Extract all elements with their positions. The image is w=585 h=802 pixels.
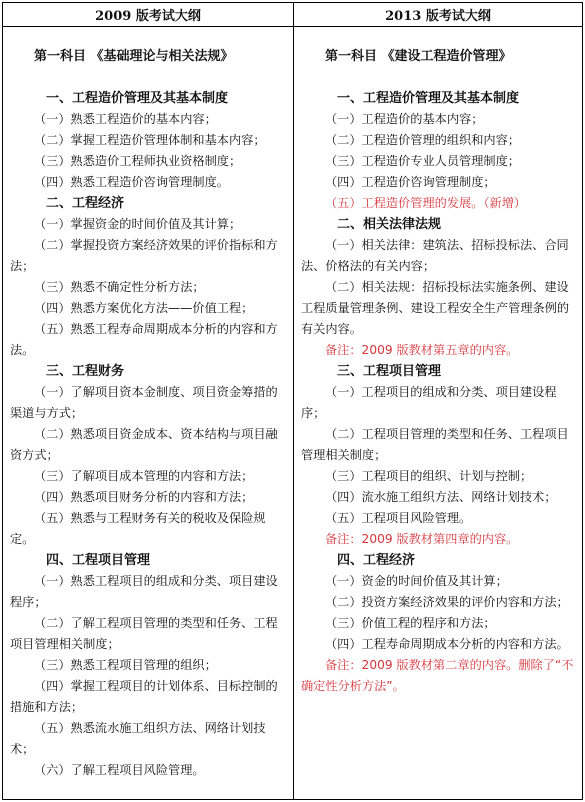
note-text: 备注：2009 版教材第四章的内容。 — [325, 532, 519, 546]
note-text: 备注：2009 版教材第二章的内容。删除了“不确定性分析方法”。 — [301, 658, 574, 693]
outline-item: （三）工程造价专业人员管理制度； — [325, 154, 520, 168]
header-2009: 2009 版考试大纲 — [3, 3, 294, 27]
outline-item: （一）掌握资金的时间价值及其计算； — [34, 217, 242, 231]
outline-item: （二）掌握工程造价管理体制和基本内容； — [34, 133, 266, 147]
outline-item: （三）熟悉造价工程师执业资格制度； — [34, 154, 242, 168]
section-heading: 二、工程经济 — [46, 196, 125, 211]
section-heading: 一、工程造价管理及其基本制度 — [337, 91, 520, 106]
column-2013-content — [294, 46, 582, 697]
outline-item: （一）熟悉工程项目的组成和分类、项目建设程序； — [10, 574, 278, 609]
outline-item: （一）资金的时间价值及其计算； — [325, 574, 508, 588]
outline-item: （四）工程寿命周期成本分析的内容和方法。 — [325, 637, 569, 651]
outline-item: （二）掌握投资方案经济效果的评价指标和方法； — [10, 238, 278, 273]
outline-item: （二）了解工程项目管理的类型和任务、工程项目管理相关制度； — [10, 616, 278, 651]
subject-title-2009: 第一科目 《基础理论与相关法规》 — [34, 49, 234, 64]
header-2013: 2013 版考试大纲 — [294, 3, 583, 27]
outline-item: （五）熟悉与工程财务有关的税收及保险规定。 — [10, 511, 266, 546]
outline-item: （二）熟悉项目资金成本、资本结构与项目融资方式； — [10, 427, 278, 462]
column-2009 — [3, 27, 294, 800]
outline-item: （三）了解项目成本管理的内容和方法； — [34, 469, 254, 483]
outline-item: （三）熟悉不确定性分析方法； — [34, 280, 205, 294]
outline-item: （三）价值工程的程序和方法； — [325, 616, 496, 630]
outline-item: （四）工程造价咨询管理制度； — [325, 175, 496, 189]
outline-item: （五）工程项目风险管理。 — [325, 511, 472, 525]
outline-item: （五）熟悉工程寿命周期成本分析的内容和方法。 — [10, 322, 278, 357]
outline-item: （六）了解工程项目风险管理。 — [34, 763, 205, 777]
section-heading: 四、工程项目管理 — [46, 553, 151, 568]
outline-item: （一）熟悉工程造价的基本内容； — [34, 112, 217, 126]
section-heading: 三、工程项目管理 — [337, 364, 442, 379]
outline-item: （五）熟悉流水施工组织方法、网络计划技术； — [10, 721, 266, 756]
note-text: 备注：2009 版教材第五章的内容。 — [325, 343, 519, 357]
section-heading: 二、相关法律法规 — [337, 217, 442, 232]
outline-item: （三）工程项目的组织、计划与控制； — [325, 469, 533, 483]
section-heading: 一、工程造价管理及其基本制度 — [46, 91, 229, 106]
outline-item: （一）了解项目资本金制度、项目资金筹措的渠道与方式； — [10, 385, 278, 420]
outline-item: （五）工程造价管理的发展。（新增） — [325, 196, 527, 210]
outline-item: （一）工程造价的基本内容； — [325, 112, 484, 126]
syllabus-comparison-table — [2, 2, 583, 800]
outline-item: （二）工程造价管理的组织和内容； — [325, 133, 520, 147]
outline-item: （四）掌握工程项目的计划体系、目标控制的措施和方法； — [10, 679, 278, 714]
outline-item: （四）熟悉方案优化方法——价值工程； — [34, 301, 254, 315]
outline-item: （一）工程项目的组成和分类、项目建设程序； — [301, 385, 557, 420]
outline-item: （二）工程项目管理的类型和任务、工程项目管理相关制度； — [301, 427, 569, 462]
subject-title-2013: 第一科目 《建设工程造价管理》 — [325, 49, 512, 64]
outline-item: （三）熟悉工程项目管理的组织； — [34, 658, 217, 672]
outline-item: （四）熟悉项目财务分析的内容和方法； — [34, 490, 254, 504]
outline-item: （二）投资方案经济效果的评价内容和方法； — [325, 595, 569, 609]
section-heading: 三、工程财务 — [46, 364, 125, 379]
outline-item: （二）相关法规：招标投标法实施条例、建设工程质量管理条例、建设工程安全生产管理条例的有关内容。 — [301, 280, 570, 336]
section-heading: 四、工程经济 — [337, 553, 416, 568]
outline-item: （四）流水施工组织方法、网络计划技术； — [325, 490, 557, 504]
outline-item: （一）相关法律：建筑法、招标投标法、合同法、价格法的有关内容； — [301, 238, 569, 273]
column-2009-content — [3, 46, 293, 781]
outline-item: （四）熟悉工程造价咨询管理制度。 — [34, 175, 229, 189]
column-2013 — [294, 27, 583, 800]
